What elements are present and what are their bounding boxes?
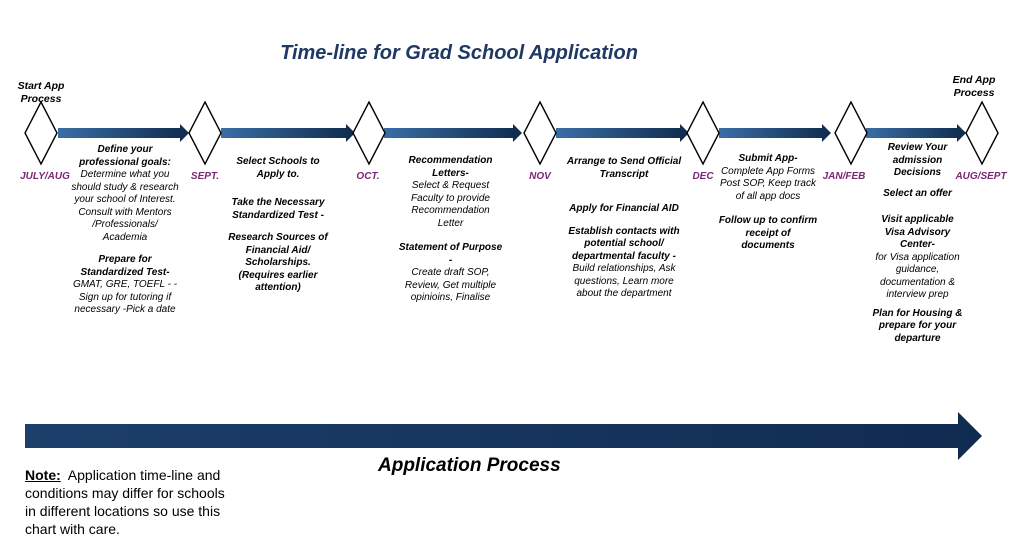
step-heading: Statement of Purpose - (398, 242, 503, 266)
application-process-label: Application Process (378, 455, 561, 476)
month-label: JULY/AUG (20, 171, 70, 182)
month-label: DEC (692, 171, 714, 182)
step-text: Determine what you should study & research your school of Interest. Consult with Mentors /Professionals/ Academia (71, 169, 179, 243)
month-label: JAN/FEB (822, 171, 866, 182)
milestone-diamond (687, 102, 719, 164)
timeline-step-goals (70, 144, 180, 317)
note-label: Note: (25, 467, 61, 483)
step-heading: Follow up to confirm receipt of documents (718, 215, 818, 251)
milestone-diamond (966, 102, 998, 164)
application-process-arrow (25, 412, 982, 460)
step-text: Complete App Forms Post SOP, Keep track of all app docs (720, 165, 816, 202)
step-heading: Prepare for Standardized Test- (80, 254, 170, 278)
milestone-diamond (835, 102, 867, 164)
step-heading: Recommendation Letters- (408, 155, 493, 179)
step-heading: Arrange to Send Official Transcript (566, 156, 682, 180)
step-heading: Select Schools to Apply to. (236, 156, 320, 180)
milestone-diamond (25, 102, 57, 164)
step-heading: Define your professional goals: (79, 144, 171, 168)
timeline-step-select-schools (228, 156, 328, 295)
step-text: Build relationships, Ask questions, Learn more about the department (572, 263, 676, 299)
step-heading: Establish contacts with potential school/ departmental faculty - (568, 225, 680, 262)
timeline-arrow (221, 124, 355, 142)
step-heading: Visit applicable Visa Advisory Center- (881, 214, 954, 250)
step-text: for Visa application guidance, documentation & interview prep (875, 251, 960, 300)
step-heading: Submit App- (738, 153, 798, 164)
month-label: SEPT. (190, 171, 220, 182)
timeline-step-decisions (870, 142, 965, 345)
end-label: End App Process (952, 74, 996, 99)
step-heading: Review Your admission Decisions (887, 142, 948, 178)
step-text: Select & Request Faculty to provide Recommendation Letter (411, 180, 490, 229)
diagram-title: Time-line for Grad School Application (280, 42, 638, 64)
step-heading: Apply for Financial AID (569, 203, 679, 214)
month-label: OCT. (356, 171, 380, 182)
note-text: Application time-line and conditions may differ for schools in different locations so use this chart with care. (25, 467, 225, 537)
step-heading: Plan for Housing & prepare for your departure (872, 307, 963, 344)
timeline-arrow (866, 124, 966, 142)
milestone-diamond (353, 102, 385, 164)
timeline-arrow (58, 124, 189, 142)
step-text: GMAT, GRE, TOEFL - -Sign up for tutoring if necessary -Pick a date (72, 279, 178, 315)
timeline-arrow (556, 124, 689, 142)
disclaimer-note (25, 466, 230, 538)
month-label: AUG/SEPT (955, 171, 1007, 182)
timeline-step-transcript (565, 156, 683, 301)
start-label: Start App Process (17, 80, 65, 105)
step-heading: Select an offer (883, 187, 952, 199)
timeline-step-submit (718, 153, 818, 253)
step-heading: Research Sources of Financial Aid/ Scholarships. (Requires earlier attention) (228, 232, 328, 293)
step-heading: Take the Necessary Standardized Test - (231, 197, 325, 221)
step-text: Create draft SOP, Review, Get multiple opinioins, Finalise (404, 267, 497, 303)
timeline-arrow (384, 124, 522, 142)
timeline-step-recommendations (398, 155, 503, 305)
month-label: NOV (529, 171, 551, 182)
milestone-diamond (524, 102, 556, 164)
timeline-arrow (719, 124, 831, 142)
milestone-diamond (189, 102, 221, 164)
